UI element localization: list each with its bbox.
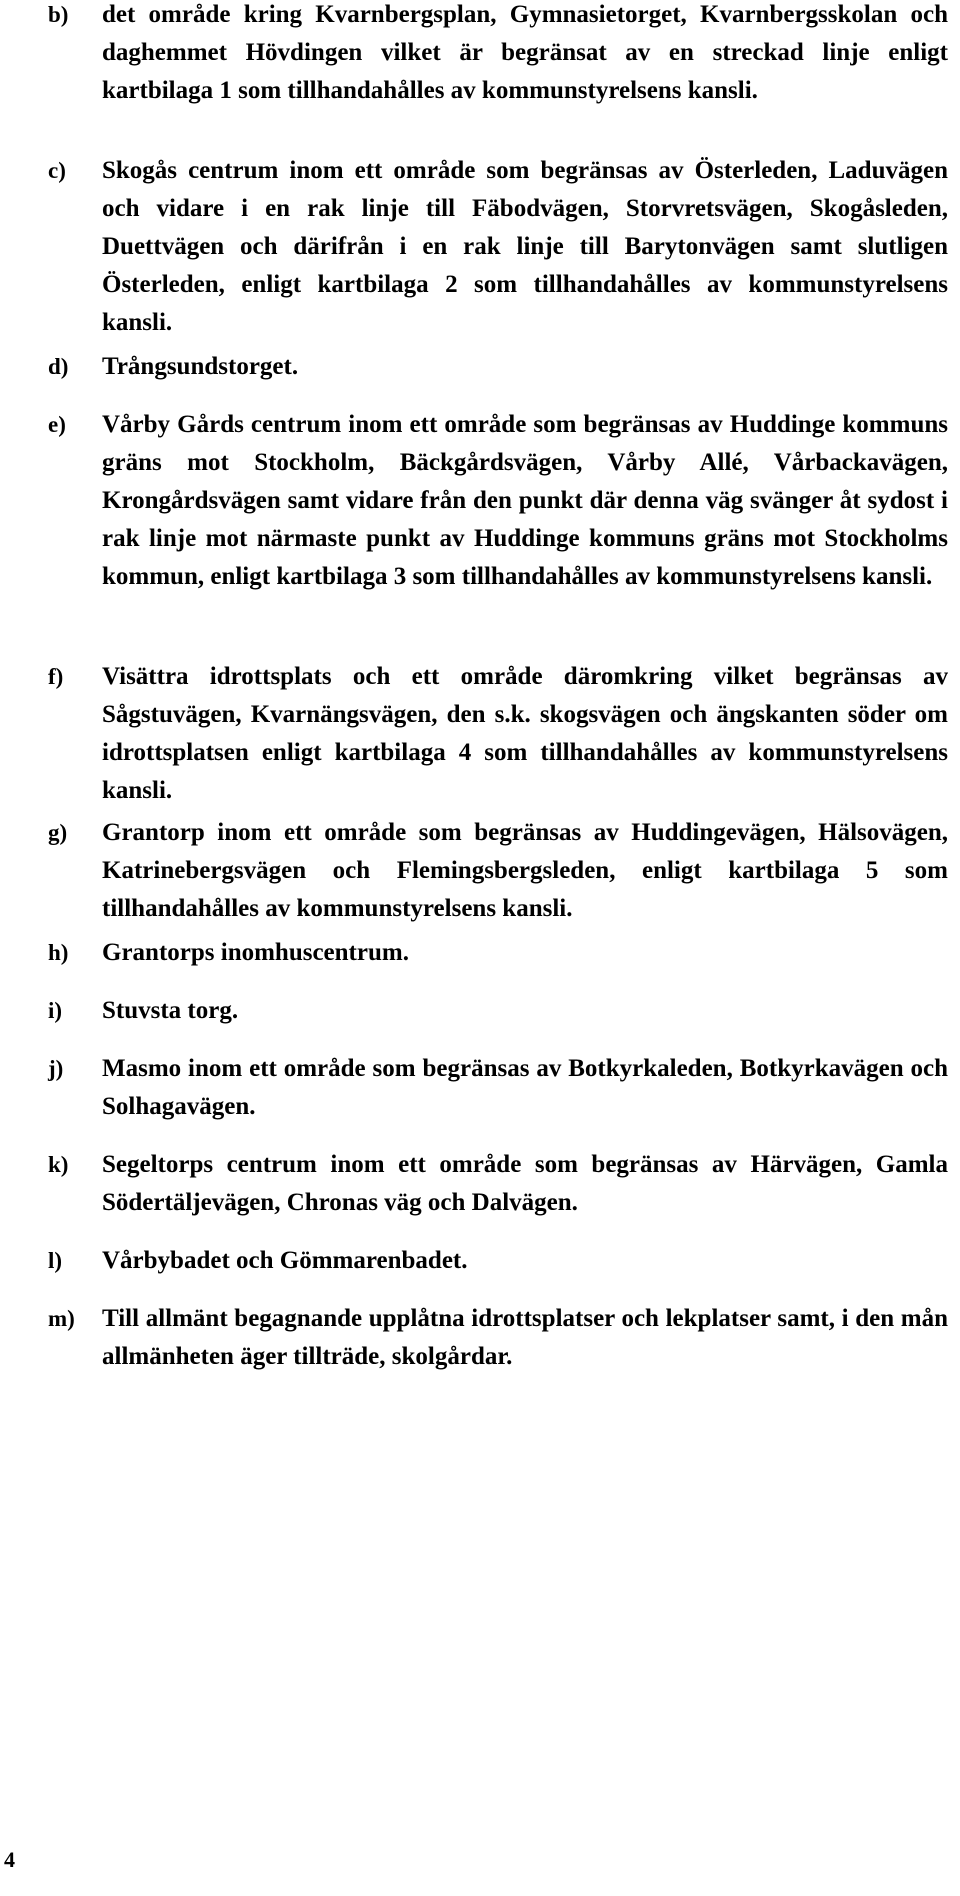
item-marker: b) [48, 2, 69, 27]
item-text: det område kring Kvarnbergsplan, Gymnasietorget, Kvarnbergsskolan och daghemmet Hövdingen vilket är begränsat av en streckad linje enligt kartbilaga 1 som tillhandahålles av kommunstyrelsens kansli. [102, 1, 948, 104]
item-marker: e) [48, 412, 66, 437]
item-marker: i) [48, 998, 63, 1023]
item-marker: h) [48, 940, 69, 965]
item-text: Trångsundstorget. [102, 353, 299, 380]
item-text: Stuvsta torg. [102, 997, 239, 1024]
item-marker: l) [48, 1248, 63, 1273]
item-marker: k) [48, 1152, 69, 1177]
item-text: Skogås centrum inom ett område som begränsas av Österleden, Laduvägen och vidare i en rak linje till Fäbodvägen, Storvretsvägen, Skogåsleden, Duettvägen och därifrån i en rak linje till Barytonvägen samt slutligen Österleden, enligt kartbilaga 2 som tillhandahålles av kommunstyrelsens kansli. [102, 157, 948, 336]
page-number: 4 [4, 1847, 15, 1872]
item-text: Till allmänt begagnande upplåtna idrottsplatser och lekplatser samt, i den mån allmänheten äger tillträde, skolgårdar. [102, 1305, 948, 1370]
item-text: Masmo inom ett område som begränsas av Botkyrkaleden, Botkyrkavägen och Solhagavägen. [102, 1055, 948, 1120]
item-text: Vårby Gårds centrum inom ett område som begränsas av Huddinge kommuns gräns mot Stockholm, Bäckgårdsvägen, Vårby Allé, Vårbackavägen, Krongårdsvägen samt vidare från den punkt där denna väg svänger åt sydost i rak linje mot närmaste punkt av Huddinge kommuns gräns mot Stockholms kommun, enligt kartbilaga 3 som tillhandahålles av kommunstyrelsens kansli. [102, 411, 948, 590]
item-marker: c) [48, 158, 66, 183]
item-marker: d) [48, 354, 69, 379]
item-marker: m) [48, 1306, 75, 1331]
item-marker: j) [48, 1056, 64, 1081]
item-text: Grantorps inomhuscentrum. [102, 939, 409, 966]
item-text: Grantorp inom ett område som begränsas av Huddingevägen, Hälsovägen, Katrinebergsvägen och Flemingsbergsleden, enligt kartbilaga 5 som tillhandahålles av kommunstyrelsens kansli. [102, 819, 948, 922]
item-marker: g) [48, 820, 68, 845]
item-text: Segeltorps centrum inom ett område som begränsas av Härvägen, Gamla Södertäljevägen, Chronas väg och Dalvägen. [102, 1151, 948, 1216]
item-text: Visättra idrottsplats och ett område däromkring vilket begränsas av Sågstuvägen, Kvarnängsvägen, den s.k. skogsvägen och ängskanten söder om idrottsplatsen enligt kartbilaga 4 som tillhandahålles av kommunstyrelsens kansli. [102, 663, 948, 804]
item-text: Vårbybadet och Gömmarenbadet. [102, 1247, 468, 1274]
item-marker: f) [48, 664, 64, 689]
